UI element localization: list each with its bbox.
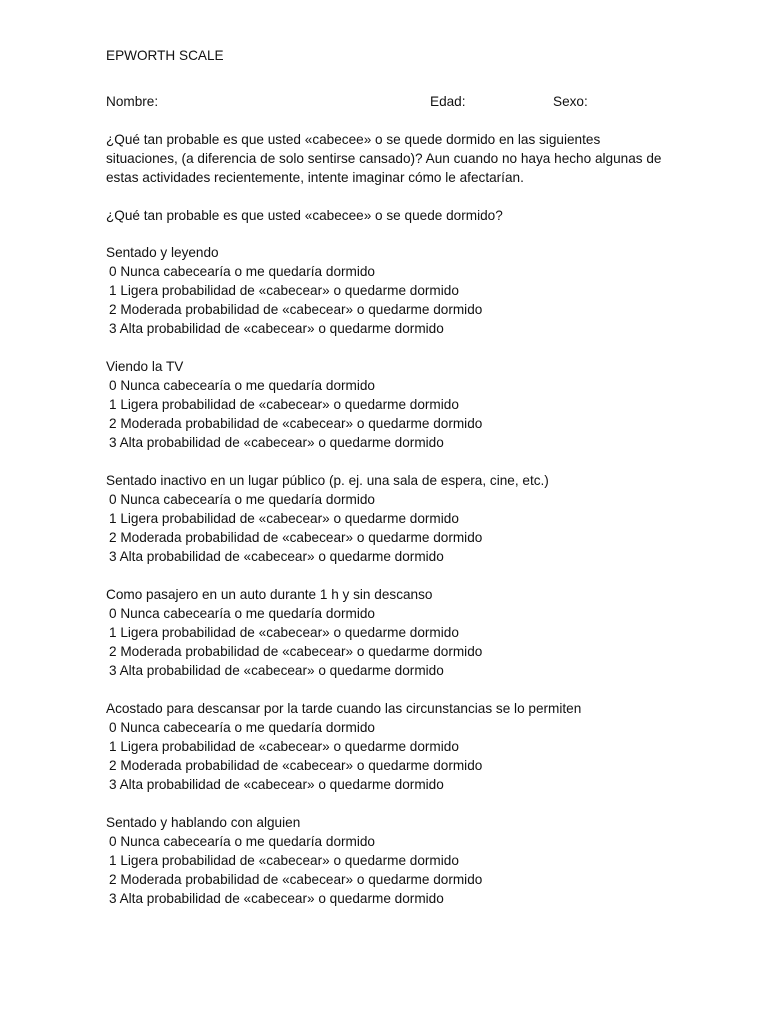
option-3: 3 Alta probabilidad de «cabecear» o quedarme dormido [109,321,444,336]
situation-title: Sentado y hablando con alguien [106,815,301,830]
option-2: 2 Moderada probabilidad de «cabecear» o quedarme dormido [109,872,483,887]
option-3: 3 Alta probabilidad de «cabecear» o quedarme dormido [109,777,444,792]
intro-paragraph: ¿Qué tan probable es que usted «cabecee» o se quede dormido en las siguientes situaciones, (a diferencia de solo sentirse cansado)? Aun cuando no haya hecho algunas de estas actividades recientemente, intente imaginar cómo le afectarían. [106,132,662,185]
edad-label: Edad: [430,94,466,109]
option-0: 0 Nunca cabecearía o me quedaría dormido [109,834,375,849]
option-0: 0 Nunca cabecearía o me quedaría dormido [109,720,375,735]
situation-title: Sentado inactivo en un lugar público (p. ej. una sala de espera, cine, etc.) [106,473,549,488]
option-2: 2 Moderada probabilidad de «cabecear» o quedarme dormido [109,530,483,545]
option-1: 1 Ligera probabilidad de «cabecear» o quedarme dormido [109,397,459,412]
question-text: ¿Qué tan probable es que usted «cabecee» o se quede dormido? [106,208,503,223]
option-0: 0 Nunca cabecearía o me quedaría dormido [109,378,375,393]
option-3: 3 Alta probabilidad de «cabecear» o quedarme dormido [109,891,444,906]
option-0: 0 Nunca cabecearía o me quedaría dormido [109,606,375,621]
option-2: 2 Moderada probabilidad de «cabecear» o quedarme dormido [109,644,483,659]
situation-title: Viendo la TV [106,359,184,374]
situation-list [106,243,666,927]
situation-item [106,585,666,699]
option-0: 0 Nunca cabecearía o me quedaría dormido [109,264,375,279]
option-1: 1 Ligera probabilidad de «cabecear» o quedarme dormido [109,739,459,754]
situation-item [106,699,666,813]
option-3: 3 Alta probabilidad de «cabecear» o quedarme dormido [109,549,444,564]
nombre-label: Nombre: [106,94,159,109]
option-1: 1 Ligera probabilidad de «cabecear» o quedarme dormido [109,511,459,526]
patient-fields [106,92,626,111]
situation-title: Como pasajero en un auto durante 1 h y sin descanso [106,587,433,602]
situation-title: Sentado y leyendo [106,245,219,260]
option-1: 1 Ligera probabilidad de «cabecear» o quedarme dormido [109,625,459,640]
option-1: 1 Ligera probabilidad de «cabecear» o quedarme dormido [109,283,459,298]
sexo-label: Sexo: [553,94,588,109]
option-1: 1 Ligera probabilidad de «cabecear» o quedarme dormido [109,853,459,868]
situation-item [106,471,666,585]
option-0: 0 Nunca cabecearía o me quedaría dormido [109,492,375,507]
option-2: 2 Moderada probabilidad de «cabecear» o quedarme dormido [109,758,483,773]
situation-item [106,243,666,357]
situation-item [106,813,666,927]
option-2: 2 Moderada probabilidad de «cabecear» o quedarme dormido [109,416,483,431]
document-title: EPWORTH SCALE [106,48,224,63]
situation-item [106,357,666,471]
situation-title: Acostado para descansar por la tarde cuando las circunstancias se lo permiten [106,701,582,716]
option-3: 3 Alta probabilidad de «cabecear» o quedarme dormido [109,663,444,678]
option-3: 3 Alta probabilidad de «cabecear» o quedarme dormido [109,435,444,450]
option-2: 2 Moderada probabilidad de «cabecear» o quedarme dormido [109,302,483,317]
